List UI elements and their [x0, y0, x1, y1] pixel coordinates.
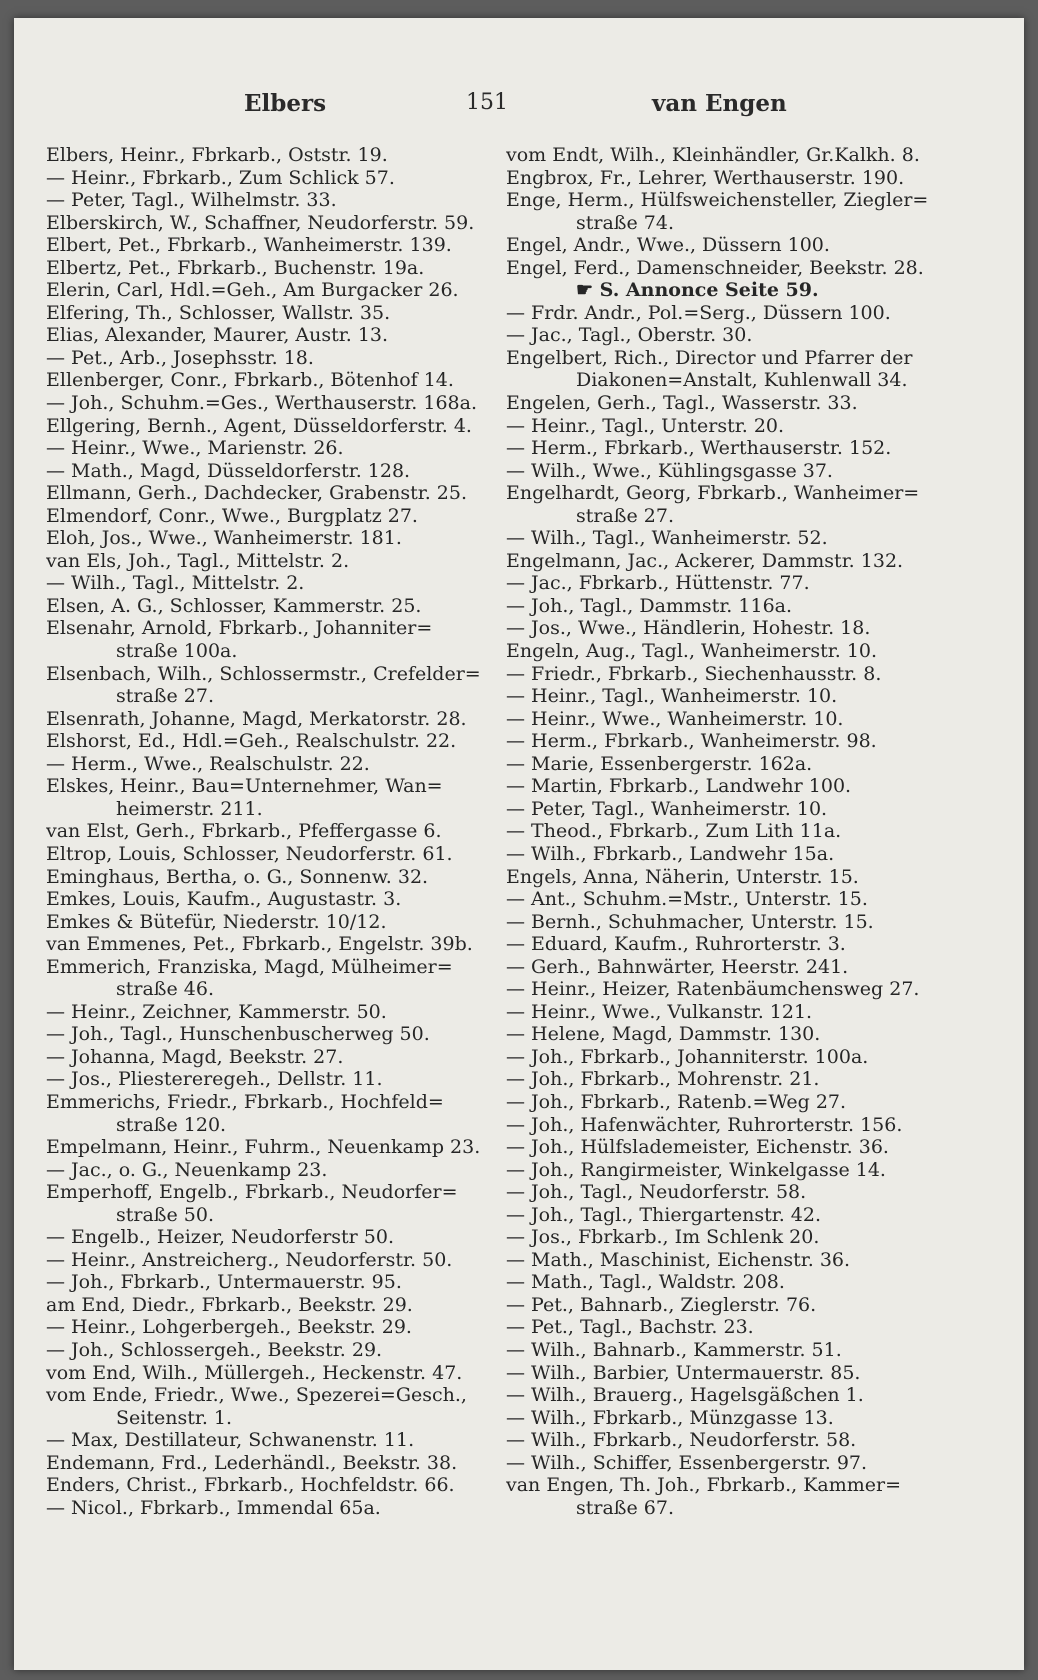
- directory-entry-line: Engeln, Aug., Tagl., Wanheimerstr. 10.: [506, 640, 878, 663]
- directory-entry-line: — Herm., Wwe., Realschulstr. 22.: [46, 752, 370, 775]
- directory-entry-line: Elsen, A. G., Schlosser, Kammerstr. 25.: [46, 594, 422, 617]
- directory-entry-line: straße 27.: [576, 504, 674, 527]
- directory-entry-line: — Wilh., Tagl., Wanheimerstr. 52.: [506, 527, 828, 550]
- directory-entry-line: — Herm., Fbrkarb., Werthauserstr. 152.: [506, 437, 892, 460]
- directory-entry-line: Elberskirch, W., Schaffner, Neudorferstr. 59.: [46, 211, 475, 234]
- directory-entry-line: — Heinr., Tagl., Wanheimerstr. 10.: [506, 685, 838, 708]
- directory-entry-line: Engbrox, Fr., Lehrer, Werthauserstr. 190.: [506, 166, 905, 189]
- directory-entry-line: — Wilh., Fbrkarb., Münzgasse 13.: [506, 1406, 834, 1429]
- directory-entry-line: vom End, Wilh., Müllergeh., Heckenstr. 47.: [46, 1361, 463, 1384]
- directory-entry-line: Eloh, Jos., Wwe., Wanheimerstr. 181.: [46, 527, 402, 550]
- directory-entry-line: am End, Diedr., Fbrkarb., Beekstr. 29.: [46, 1293, 413, 1316]
- directory-entry-line: — Heinr., Heizer, Ratenbäumchensweg 27.: [506, 978, 920, 1001]
- directory-entry-line: — Heinr., Lohgerbergeh., Beekstr. 29.: [46, 1316, 412, 1339]
- directory-entry-line: Emkes, Louis, Kaufm., Augustastr. 3.: [46, 888, 402, 911]
- directory-entry-line: — Math., Magd, Düsseldorferstr. 128.: [46, 459, 411, 482]
- directory-entry-line: Elerin, Carl, Hdl.=Geh., Am Burgacker 26.: [46, 279, 459, 302]
- directory-entry-line: Elfering, Th., Schlosser, Wallstr. 35.: [46, 301, 391, 324]
- directory-entry-line: — Pet., Arb., Josephsstr. 18.: [46, 346, 314, 369]
- directory-entry-line: — Marie, Essenbergerstr. 162a.: [506, 752, 813, 775]
- directory-entry-line: — Wilh., Fbrkarb., Neudorferstr. 58.: [506, 1429, 857, 1452]
- right-column: [506, 144, 954, 1519]
- directory-entry-line: — Wilh., Brauerg., Hagelsgäßchen 1.: [506, 1384, 864, 1407]
- directory-entry-line: Empelmann, Heinr., Fuhrm., Neuenkamp 23.: [46, 1136, 481, 1159]
- directory-entry-line: — Joh., Schuhm.=Ges., Werthauserstr. 168a.: [46, 392, 477, 415]
- directory-entry-line: — Joh., Tagl., Dammstr. 116a.: [506, 594, 793, 617]
- directory-entry-line: vom Endt, Wilh., Kleinhändler, Gr.Kalkh. 8.: [506, 144, 920, 166]
- directory-entry-line: — Heinr., Wwe., Wanheimerstr. 10.: [506, 707, 844, 730]
- directory-entry-line: — Martin, Fbrkarb., Landwehr 100.: [506, 775, 852, 798]
- directory-page: [14, 18, 1024, 1670]
- directory-entry-line: — Herm., Fbrkarb., Wanheimerstr. 98.: [506, 730, 877, 753]
- directory-entry-line: — Nicol., Fbrkarb., Immendal 65a.: [46, 1496, 381, 1519]
- directory-entry-line: Engelmann, Jac., Ackerer, Dammstr. 132.: [506, 549, 904, 572]
- directory-entry-line: — Math., Tagl., Waldstr. 208.: [506, 1271, 785, 1294]
- directory-entry-line: Ellenberger, Conr., Fbrkarb., Bötenhof 14.: [46, 369, 454, 392]
- directory-entry-line: — Theod., Fbrkarb., Zum Lith 11a.: [506, 820, 842, 843]
- directory-entry-line: vom Ende, Friedr., Wwe., Spezerei=Gesch.,: [46, 1384, 467, 1407]
- directory-entry-line: Elbers, Heinr., Fbrkarb., Oststr. 19.: [46, 144, 388, 166]
- directory-entry-line: — Eduard, Kaufm., Ruhrorterstr. 3.: [506, 933, 846, 956]
- directory-entry-line: — Helene, Magd, Dammstr. 130.: [506, 1023, 821, 1046]
- directory-entry-line: ☛ S. Annonce Seite 59.: [576, 279, 819, 302]
- directory-entry-line: Emperhoff, Engelb., Fbrkarb., Neudorfer=: [46, 1181, 458, 1204]
- directory-entry-line: — Wilh., Wwe., Kühlingsgasse 37.: [506, 459, 833, 482]
- directory-entry-line: — Max, Destillateur, Schwanenstr. 11.: [46, 1429, 415, 1452]
- directory-entry-line: straße 74.: [576, 211, 674, 234]
- directory-entry-line: van Engen, Th. Joh., Fbrkarb., Kammer=: [506, 1474, 902, 1497]
- directory-entry-line: — Heinr., Tagl., Unterstr. 20.: [506, 414, 785, 437]
- directory-entry-line: Elbertz, Pet., Fbrkarb., Buchenstr. 19a.: [46, 256, 425, 279]
- directory-entry-line: — Wilh., Schiffer, Essenbergerstr. 97.: [506, 1451, 868, 1474]
- header-left-keyword: Elbers: [244, 90, 327, 117]
- directory-entry-line: — Jac., Tagl., Oberstr. 30.: [506, 324, 753, 347]
- directory-entry-line: — Math., Maschinist, Eichenstr. 36.: [506, 1248, 851, 1271]
- directory-entry-line: Elbert, Pet., Fbrkarb., Wanheimerstr. 139.: [46, 234, 452, 257]
- directory-entry-line: — Pet., Tagl., Bachstr. 23.: [506, 1316, 754, 1339]
- directory-entry-line: — Joh., Tagl., Thiergartenstr. 42.: [506, 1203, 822, 1226]
- directory-entry-line: — Frdr. Andr., Pol.=Serg., Düssern 100.: [506, 301, 891, 324]
- directory-entry-line: Endemann, Frd., Lederhändl., Beekstr. 38.: [46, 1451, 458, 1474]
- directory-entry-line: Enders, Christ., Fbrkarb., Hochfeldstr. 66.: [46, 1474, 455, 1497]
- directory-entry-line: — Peter, Tagl., Wilhelmstr. 33.: [46, 189, 337, 212]
- directory-entry-line: van Elst, Gerh., Fbrkarb., Pfeffergasse 6.: [46, 820, 442, 843]
- directory-entry-line: Elmendorf, Conr., Wwe., Burgplatz 27.: [46, 504, 418, 527]
- directory-entry-line: — Heinr., Zeichner, Kammerstr. 50.: [46, 1000, 387, 1023]
- directory-entry-line: Engel, Andr., Wwe., Düssern 100.: [506, 234, 830, 257]
- page-number: 151: [466, 90, 508, 115]
- directory-entry-line: — Johanna, Magd, Beekstr. 27.: [46, 1045, 344, 1068]
- directory-entry-line: Elias, Alexander, Maurer, Austr. 13.: [46, 324, 389, 347]
- directory-entry-line: — Wilh., Tagl., Mittelstr. 2.: [46, 572, 305, 595]
- directory-entry-line: — Heinr., Wwe., Vulkanstr. 121.: [506, 1000, 813, 1023]
- directory-entry-line: — Joh., Rangirmeister, Winkelgasse 14.: [506, 1158, 886, 1181]
- directory-entry-line: Seitenstr. 1.: [116, 1406, 233, 1429]
- directory-entry-line: Ellmann, Gerh., Dachdecker, Grabenstr. 25.: [46, 482, 468, 505]
- directory-entry-line: Ellgering, Bernh., Agent, Düsseldorferstr. 4.: [46, 414, 472, 437]
- directory-entry-line: — Pet., Bahnarb., Zieglerstr. 76.: [506, 1293, 817, 1316]
- directory-entry-line: — Engelb., Heizer, Neudorferstr 50.: [46, 1226, 395, 1249]
- directory-entry-line: — Joh., Hülfslademeister, Eichenstr. 36.: [506, 1136, 889, 1159]
- directory-entry-line: — Peter, Tagl., Wanheimerstr. 10.: [506, 797, 828, 820]
- directory-entry-line: — Bernh., Schuhmacher, Unterstr. 15.: [506, 910, 874, 933]
- directory-entry-line: — Jos., Pliestereregeh., Dellstr. 11.: [46, 1068, 383, 1091]
- directory-entry-line: — Joh., Tagl., Hunschenbuscherweg 50.: [46, 1023, 430, 1046]
- directory-entry-line: — Joh., Schlossergeh., Beekstr. 29.: [46, 1338, 383, 1361]
- directory-entry-line: — Wilh., Fbrkarb., Landwehr 15a.: [506, 842, 835, 865]
- directory-entry-line: Elsenrath, Johanne, Magd, Merkatorstr. 28.: [46, 707, 467, 730]
- directory-entry-line: straße 100a.: [116, 640, 238, 663]
- directory-entry-line: — Heinr., Fbrkarb., Zum Schlick 57.: [46, 166, 395, 189]
- directory-entry-line: Elsenahr, Arnold, Fbrkarb., Johanniter=: [46, 617, 433, 640]
- directory-entry-line: van Els, Joh., Tagl., Mittelstr. 2.: [46, 549, 350, 572]
- directory-entry-line: — Jos., Wwe., Händlerin, Hohestr. 18.: [506, 617, 871, 640]
- directory-entry-line: Eltrop, Louis, Schlosser, Neudorferstr. 61.: [46, 842, 453, 865]
- directory-entry-line: straße 46.: [116, 978, 214, 1001]
- directory-entry-line: Elshorst, Ed., Hdl.=Geh., Realschulstr. 22.: [46, 730, 457, 753]
- directory-entry-line: straße 120.: [116, 1113, 227, 1136]
- directory-entry-line: Diakonen=Anstalt, Kuhlenwall 34.: [576, 369, 908, 392]
- directory-entry-line: — Heinr., Wwe., Marienstr. 26.: [46, 437, 344, 460]
- directory-entry-line: — Wilh., Bahnarb., Kammerstr. 51.: [506, 1338, 842, 1361]
- directory-entry-line: straße 50.: [116, 1203, 214, 1226]
- directory-entry-line: — Jac., o. G., Neuenkamp 23.: [46, 1158, 328, 1181]
- directory-entry-line: — Joh., Fbrkarb., Johanniterstr. 100a.: [506, 1045, 869, 1068]
- directory-entry-line: Engelen, Gerh., Tagl., Wasserstr. 33.: [506, 392, 858, 415]
- directory-entry-line: Emmerich, Franziska, Magd, Mülheimer=: [46, 955, 453, 978]
- directory-entry-line: Engelbert, Rich., Director und Pfarrer der: [506, 346, 913, 369]
- directory-entry-line: Emmerichs, Friedr., Fbrkarb., Hochfeld=: [46, 1090, 444, 1113]
- directory-entry-line: Emkes & Bütefür, Niederstr. 10/12.: [46, 910, 387, 933]
- directory-entry-line: heimerstr. 211.: [116, 797, 263, 820]
- directory-entry-line: Engelhardt, Georg, Fbrkarb., Wanheimer=: [506, 482, 920, 505]
- directory-entry-line: — Gerh., Bahnwärter, Heerstr. 241.: [506, 955, 849, 978]
- directory-entry-line: — Friedr., Fbrkarb., Siechenhausstr. 8.: [506, 662, 882, 685]
- directory-entry-line: — Joh., Tagl., Neudorferstr. 58.: [506, 1181, 807, 1204]
- directory-entry-line: — Ant., Schuhm.=Mstr., Unterstr. 15.: [506, 888, 868, 911]
- directory-entry-line: van Emmenes, Pet., Fbrkarb., Engelstr. 39b.: [46, 933, 473, 956]
- directory-entry-line: Eminghaus, Bertha, o. G., Sonnenw. 32.: [46, 865, 429, 888]
- directory-entry-line: — Heinr., Anstreicherg., Neudorferstr. 50.: [46, 1248, 453, 1271]
- directory-entry-line: straße 67.: [576, 1496, 674, 1519]
- directory-entry-line: Elsenbach, Wilh., Schlossermstr., Crefelder=: [46, 662, 481, 685]
- directory-entry-line: Enge, Herm., Hülfsweichensteller, Ziegler=: [506, 189, 929, 212]
- directory-entry-line: Engel, Ferd., Damenschneider, Beekstr. 28.: [506, 256, 924, 279]
- directory-entry-line: — Wilh., Barbier, Untermauerstr. 85.: [506, 1361, 861, 1384]
- left-column: [46, 144, 486, 1519]
- directory-entry-line: Engels, Anna, Näherin, Unterstr. 15.: [506, 865, 859, 888]
- directory-entry-line: Elskes, Heinr., Bau=Unternehmer, Wan=: [46, 775, 443, 798]
- header-right-keyword: van Engen: [652, 90, 787, 117]
- directory-entry-line: straße 27.: [116, 685, 214, 708]
- directory-entry-line: — Joh., Fbrkarb., Untermauerstr. 95.: [46, 1271, 402, 1294]
- directory-entry-line: — Joh., Fbrkarb., Ratenb.=Weg 27.: [506, 1090, 847, 1113]
- directory-entry-line: — Joh., Hafenwächter, Ruhrorterstr. 156.: [506, 1113, 903, 1136]
- page-header: [14, 76, 1024, 116]
- directory-entry-line: — Jac., Fbrkarb., Hüttenstr. 77.: [506, 572, 810, 595]
- directory-entry-line: — Jos., Fbrkarb., Im Schlenk 20.: [506, 1226, 820, 1249]
- directory-entry-line: — Joh., Fbrkarb., Mohrenstr. 21.: [506, 1068, 820, 1091]
